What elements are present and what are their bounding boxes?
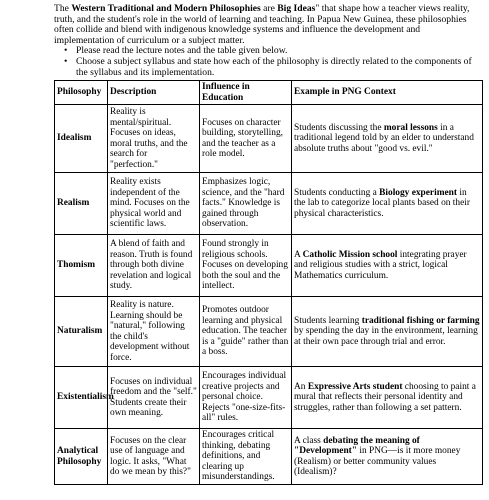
instruction-item: • Choose a subject syllabus and state how each of the philosophy is directly related to the components of the syllabus and its implementation. <box>76 57 482 78</box>
header-philosophy: Philosophy <box>55 81 108 105</box>
cell-example <box>292 297 483 367</box>
table-row <box>55 429 483 485</box>
cell-philosophy: Existentialism <box>55 367 108 429</box>
intro-pre: The <box>54 3 72 14</box>
header-description: Description <box>108 81 200 105</box>
cell-example <box>292 105 483 173</box>
intro-post: " that shape how a teacher views reality, truth, and the student's role in the world of learning and teaching. In Papua New Guinea, these philosophies often collide and blend with indigenous knowledge systems and influence the development and implementation of curriculum or a subject matter. <box>54 3 470 46</box>
example-pre: A <box>294 249 303 260</box>
cell-influence: Found strongly in religious schools. Focuses on developing both the soul and the intellect. <box>200 235 292 297</box>
cell-influence: Encourages critical thinking, debating definitions, and clearing up misunderstandings. <box>200 429 292 485</box>
table-row <box>55 105 483 173</box>
instruction-item: • Please read the lecture notes and the table given below. <box>76 46 482 57</box>
intro-mid: are <box>260 3 278 14</box>
example-post: by spending the day in the environment, learning at their own pace through trial and error. <box>294 326 478 347</box>
intro-bold-2: Big Ideas <box>277 3 316 14</box>
instruction-list <box>54 46 482 78</box>
cell-example <box>292 235 483 297</box>
cell-description: Reality is mental/spiritual. Focuses on ideas, moral truths, and the search for "perfection." <box>108 105 200 173</box>
cell-influence: Promotes outdoor learning and physical education. The teacher is a "guide" rather than a boss. <box>200 297 292 367</box>
cell-influence: Emphasizes logic, science, and the "hard facts." Knowledge is gained through observation. <box>200 173 292 235</box>
cell-example <box>292 173 483 235</box>
cell-description: Reality exists independent of the mind. Focuses on the physical world and scientific laws. <box>108 173 200 235</box>
intro-paragraph <box>54 4 482 46</box>
example-highlight: Expressive Arts student <box>307 381 403 392</box>
cell-influence: Encourages individual creative projects and personal choice. Rejects "one-size-fits-all" rules. <box>200 367 292 429</box>
cell-description: A blend of faith and reason. Truth is found through both divine revelation and logical study. <box>108 235 200 297</box>
example-post: integrating prayer and religious studies with a strict, logical Mathematics curriculum. <box>294 249 467 281</box>
cell-philosophy: Realism <box>55 173 108 235</box>
cell-description: Focuses on the clear use of language and logic. It asks, "What do we mean by this?" <box>108 429 200 485</box>
cell-philosophy: Analytical Philosophy <box>55 429 108 485</box>
header-example: Example in PNG Context <box>292 81 483 105</box>
example-pre: An <box>294 381 308 392</box>
table-row <box>55 173 483 235</box>
intro-title-bold: Western Traditional and Modern Philosophies <box>71 3 261 14</box>
example-highlight: Catholic Mission school <box>302 249 398 260</box>
example-post: choosing to paint a mural that reflects their personal identity and struggles, rather than following a set pattern. <box>294 381 476 413</box>
table-row <box>55 367 483 429</box>
intro-text <box>54 4 482 78</box>
cell-influence: Focuses on character building, storytelling, and the teacher as a role model. <box>200 105 292 173</box>
example-post: in PNG—is it more money (Realism) or better community values (Idealism)? <box>294 446 461 477</box>
example-highlight: moral lessons <box>383 122 438 133</box>
cell-description: Focuses on individual freedom and the "self." Students create their own meaning. <box>108 367 200 429</box>
example-pre: Students conducting a <box>294 187 380 198</box>
cell-philosophy: Idealism <box>55 105 108 173</box>
example-pre: Students learning <box>294 315 362 326</box>
cell-example <box>292 367 483 429</box>
example-highlight: debating the meaning of "Development" <box>294 435 420 456</box>
cell-philosophy: Naturalism <box>55 297 108 367</box>
header-influence: Influence in Education <box>200 81 292 105</box>
cell-philosophy: Thomism <box>55 235 108 297</box>
table-row <box>55 235 483 297</box>
example-post: in a traditional legend told by an elder to understand absolute truths about "good vs. evil." <box>294 122 474 154</box>
example-pre: Students discussing the <box>294 122 384 133</box>
example-pre: A class <box>294 435 324 446</box>
example-post: in the lab to categorize local plants based on their physical characteristics. <box>294 187 470 219</box>
philosophy-table <box>54 80 483 485</box>
cell-description: Reality is nature. Learning should be "natural," following the child's development without force. <box>108 297 200 367</box>
table-row <box>55 297 483 367</box>
cell-example <box>292 429 483 485</box>
table-header-row <box>55 81 483 105</box>
example-highlight: Biology experiment <box>379 187 458 198</box>
example-highlight: traditional fishing or farming <box>361 315 480 326</box>
